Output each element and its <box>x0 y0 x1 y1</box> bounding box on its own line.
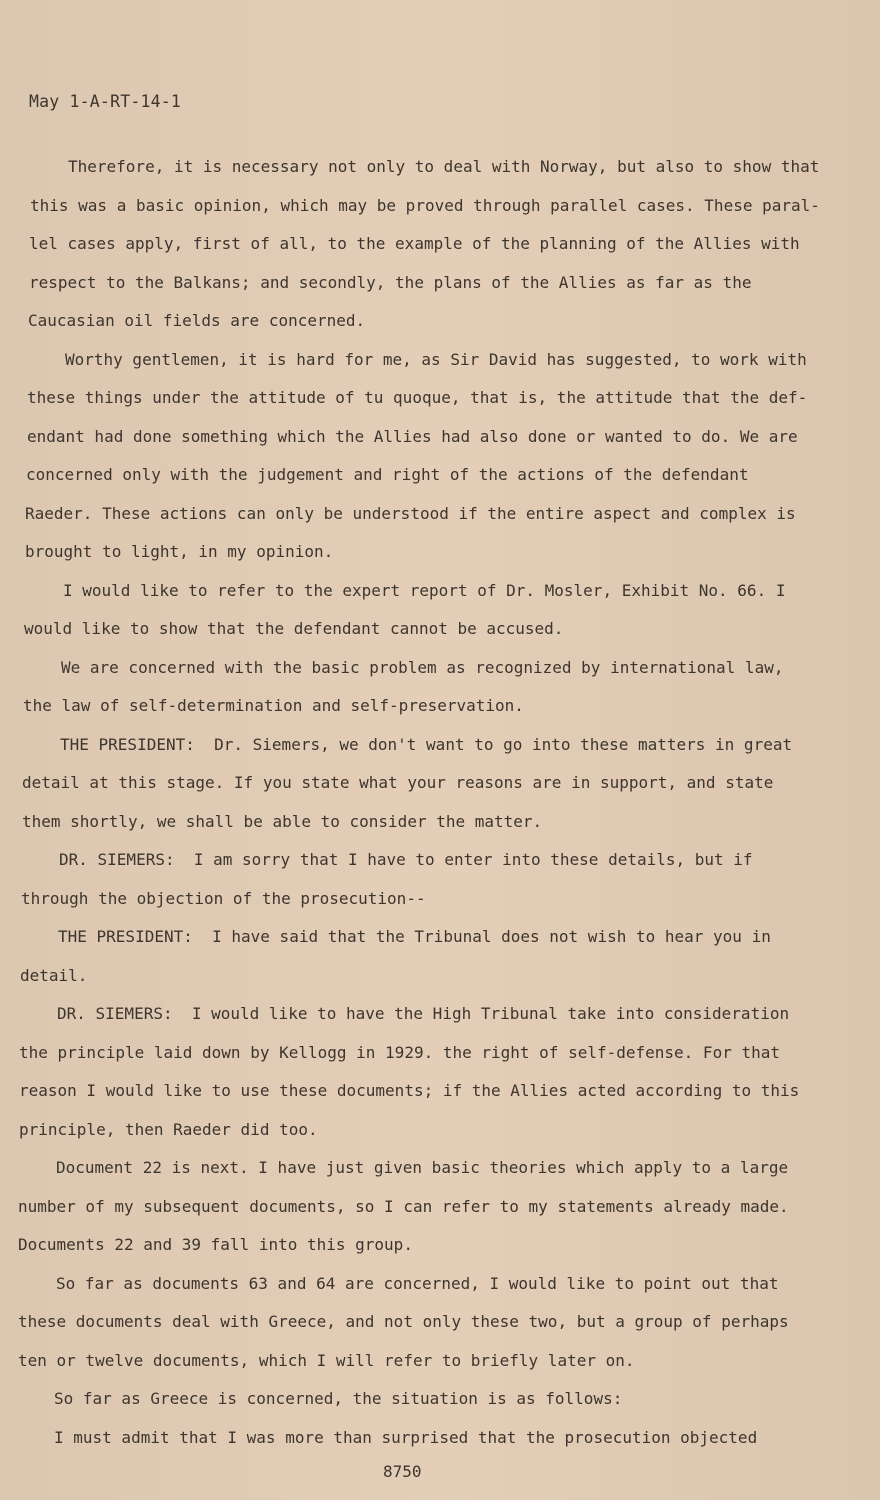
text-line: would like to show that the defendant cannot be accused. <box>24 619 564 638</box>
paragraph <box>18 341 818 572</box>
text-line: DR. SIEMERS: I am sorry that I have to enter into these details, but if <box>59 850 753 869</box>
paragraph <box>18 1265 818 1381</box>
text-line: Document 22 is next. I have just given basic theories which apply to a large <box>56 1158 789 1177</box>
text-line: this was a basic opinion, which may be proved through parallel cases. These paral- <box>30 195 820 215</box>
text-line: Raeder. These actions can only be understood if the entire aspect and complex is <box>25 503 796 523</box>
text-line: concerned only with the judgement and right of the actions of the defendant <box>26 465 749 484</box>
text-line: endant had done something which the Allies had also done or wanted to do. We are <box>27 426 798 446</box>
text-line: these things under the attitude of tu quoque, that is, the attitude that the def- <box>27 388 808 407</box>
text-line: ten or twelve documents, which I will refer to briefly later on. <box>18 1350 635 1370</box>
text-line: number of my subsequent documents, so I can refer to my statements already made. <box>18 1196 789 1216</box>
text-line: THE PRESIDENT: Dr. Siemers, we don't want to go into these matters in great <box>60 734 793 754</box>
text-line: I would like to refer to the expert report of Dr. Mosler, Exhibit No. 66. I <box>63 580 786 600</box>
text-line: So far as Greece is concerned, the situation is as follows: <box>54 1389 623 1408</box>
paragraph <box>18 841 818 918</box>
paragraph <box>18 649 818 726</box>
paragraph <box>18 918 818 995</box>
text-line: Documents 22 and 39 fall into this group. <box>18 1235 413 1254</box>
text-line: We are concerned with the basic problem as recognized by international law, <box>61 657 784 677</box>
text-line: Therefore, it is necessary not only to deal with Norway, but also to show that <box>68 157 820 176</box>
text-line: brought to light, in my opinion. <box>25 542 334 561</box>
text-line: respect to the Balkans; and secondly, the plans of the Allies as far as the <box>29 272 752 292</box>
text-line: reason I would like to use these documents; if the Allies acted according to this <box>19 1081 800 1100</box>
header-reference: May 1-A-RT-14-1 <box>29 92 182 111</box>
text-line: detail at this stage. If you state what your reasons are in support, and state <box>22 773 774 792</box>
paragraph <box>18 1419 818 1458</box>
paragraph <box>18 995 818 1149</box>
paragraph <box>18 1380 818 1419</box>
text-line: Worthy gentlemen, it is hard for me, as Sir David has suggested, to work with <box>65 349 807 369</box>
document-body <box>18 148 818 1457</box>
text-line: principle, then Raeder did too. <box>19 1119 318 1139</box>
text-line: through the objection of the prosecution-- <box>21 888 426 908</box>
paragraph <box>18 148 818 341</box>
text-line: Caucasian oil fields are concerned. <box>28 311 366 330</box>
text-line: the law of self-determination and self-preservation. <box>23 696 524 715</box>
text-line: them shortly, we shall be able to consider the matter. <box>22 811 543 831</box>
text-line: these documents deal with Greece, and not only these two, but a group of perhaps <box>18 1312 789 1331</box>
text-line: THE PRESIDENT: I have said that the Tribunal does not wish to hear you in <box>58 927 771 946</box>
text-line: I must admit that I was more than surprised that the prosecution objected <box>54 1427 758 1447</box>
text-line: lel cases apply, first of all, to the example of the planning of the Allies with <box>29 234 800 253</box>
paragraph <box>18 572 818 649</box>
text-line: DR. SIEMERS: I would like to have the High Tribunal take into consideration <box>57 1004 790 1023</box>
text-line: the principle laid down by Kellogg in 1929. the right of self-defense. For that <box>19 1042 780 1062</box>
text-line: detail. <box>20 965 88 985</box>
paragraph <box>18 1149 818 1265</box>
text-line: So far as documents 63 and 64 are concerned, I would like to point out that <box>56 1273 779 1293</box>
page-number: 8750 <box>383 1462 422 1481</box>
paragraph <box>18 726 818 842</box>
